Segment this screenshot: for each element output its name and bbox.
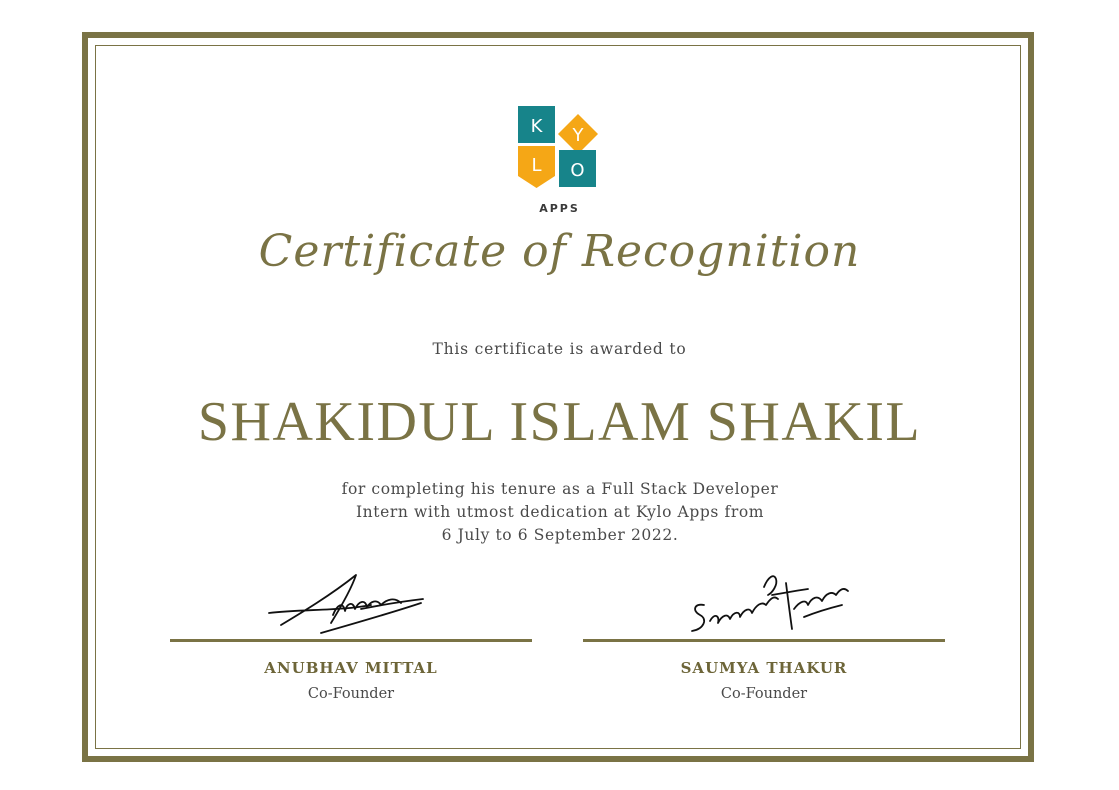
handwritten-signature-left bbox=[261, 565, 441, 639]
description-line: 6 July to 6 September 2022. bbox=[441, 526, 679, 544]
description-line: for completing his tenure as a Full Stack Developer bbox=[341, 480, 779, 498]
svg-text:O: O bbox=[570, 160, 585, 181]
signatory-role: Co-Founder bbox=[720, 686, 808, 702]
certificate-title: Certificate of Recognition bbox=[258, 226, 861, 277]
certificate-description bbox=[300, 478, 820, 547]
svg-text:Y: Y bbox=[572, 125, 584, 146]
svg-text:K: K bbox=[530, 116, 543, 137]
signature-line bbox=[170, 639, 532, 642]
signatory-name: ANUBHAV MITTAL bbox=[264, 659, 438, 677]
logo-caption: APPS bbox=[539, 202, 580, 215]
handwritten-signature-right bbox=[674, 565, 854, 639]
kylo-apps-logo bbox=[516, 104, 602, 216]
recipient-name: SHAKIDUL ISLAM SHAKIL bbox=[197, 391, 922, 453]
signatory-block-right bbox=[583, 565, 945, 702]
awarded-to-label: This certificate is awarded to bbox=[432, 340, 687, 358]
signatory-role: Co-Founder bbox=[307, 686, 395, 702]
description-line: Intern with utmost dedication at Kylo Apps from bbox=[355, 503, 765, 521]
svg-text:L: L bbox=[531, 155, 542, 176]
signatory-block-left bbox=[170, 565, 532, 702]
signatory-name: SAUMYA THAKUR bbox=[680, 659, 848, 677]
signature-line bbox=[583, 639, 945, 642]
